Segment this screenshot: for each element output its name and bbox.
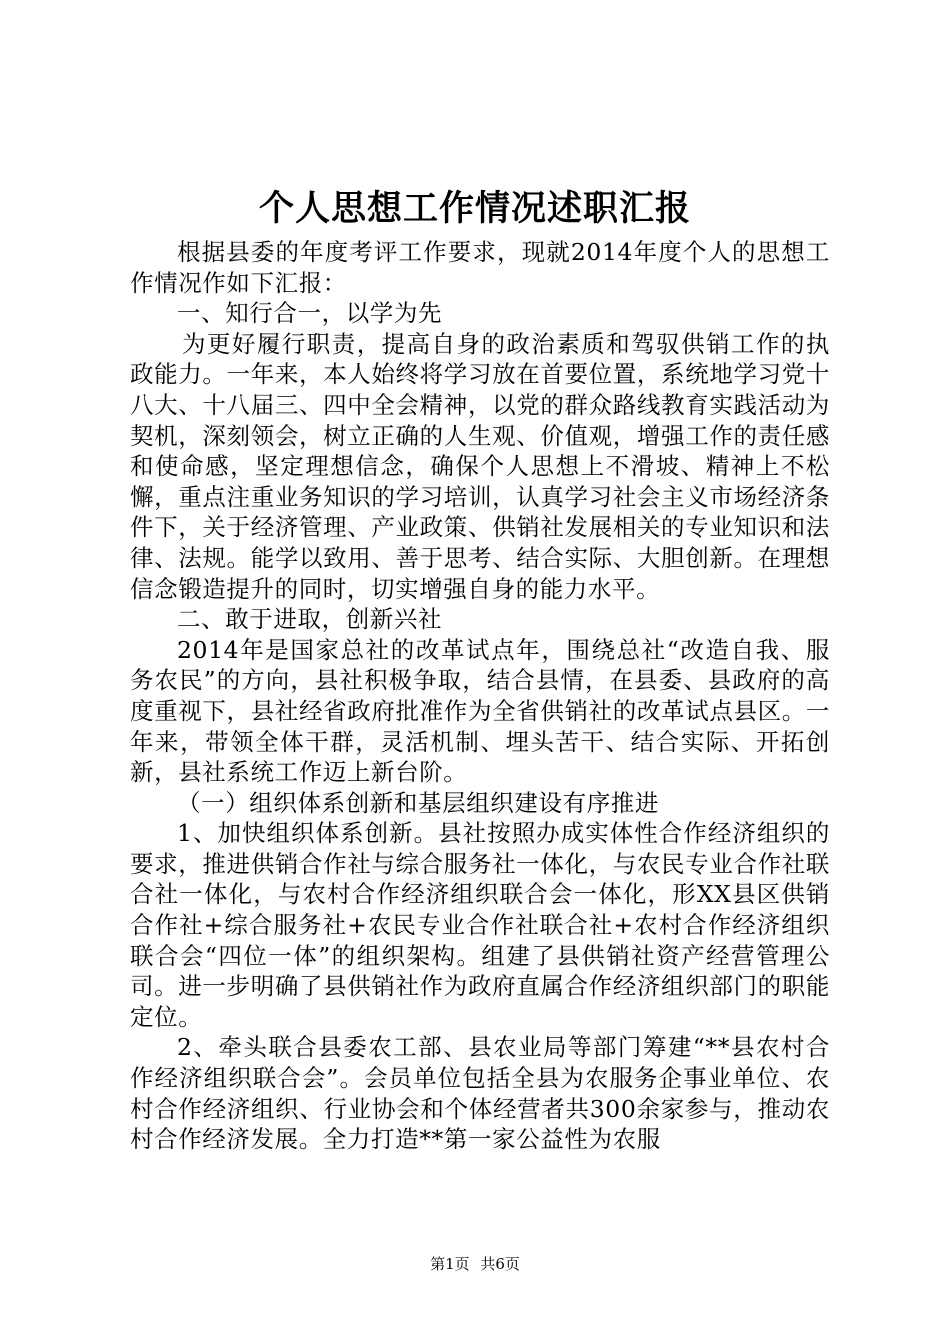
page-number: 第1页 [430,1255,470,1273]
paragraph-reform: 2014年是国家总社的改革试点年，围绕总社“改造自我、服务农民”的方向，县社积极争取，结合县情，在县委、县政府的高度重视下，县社经省政府批准作为全省供销社的改革试点县区。一年来，带领全体干群，灵活机制、埋头苦干、结合实际、开拓创新，县社系统工作迈上新台阶。 [130,635,830,787]
paragraph-intro: 根据县委的年度考评工作要求，现就2014年度个人的思想工作情况作如下汇报： [130,238,830,297]
page-title: 个人思想工作情况述职汇报 [258,188,691,229]
document-body [130,237,830,1155]
paragraph-study: 为更好履行职责，提高自身的政治素质和驾驭供销工作的执政能力。一年来，本人始终将学习放在首要位置，系统地学习党十八大、十八届三、四中全会精神，以党的群众路线教育实践活动为契机，深刻领会，树立正确的人生观、价值观，增强工作的责任感和使命感，坚定理想信念，确保个人思想上不滑坡、精神上不松懈，重点注重业务知识的学习培训，认真学习社会主义市场经济条件下，关于经济管理、产业政策、供销社发展相关的专业知识和法律、法规。能学以致用、善于思考、结合实际、大胆创新。在理想信念锻造提升的同时，切实增强自身的能力水平。 [130,329,830,603]
subsection-heading-1: （一）组织体系创新和基层组织建设有序推进 [177,788,659,817]
paragraph-item-2: 2、牵头联合县委农工部、县农业局等部门筹建“**县农村合作经济组织联合会”。会员单位包括全县为农服务企事业单位、农村合作经济组织、行业协会和个体经营者共300余家参与，推动农村合作经济发展。全力打造**第一家公益性为农服 [130,1033,830,1154]
paragraph-item-1: 1、加快组织体系创新。县社按照办成实体性合作经济组织的要求，推进供销合作社与综合服务社一体化，与农民专业合作社联合社一体化，与农村合作经济组织联合会一体化，形XX县区供销合作社+综合服务社+农民专业合作社联合社+农村合作经济组织联合会“四位一体”的组织架构。组建了县供销社资产经营管理公司。进一步明确了县供销社作为政府直属合作经济组织部门的职能定位。 [130,819,830,1031]
page-footer [0,1254,950,1274]
section-heading-1: 一、知行合一，以学为先 [177,299,443,328]
page-total: 共6页 [480,1255,520,1273]
section-heading-2: 二、敢于进取，创新兴社 [177,605,443,634]
